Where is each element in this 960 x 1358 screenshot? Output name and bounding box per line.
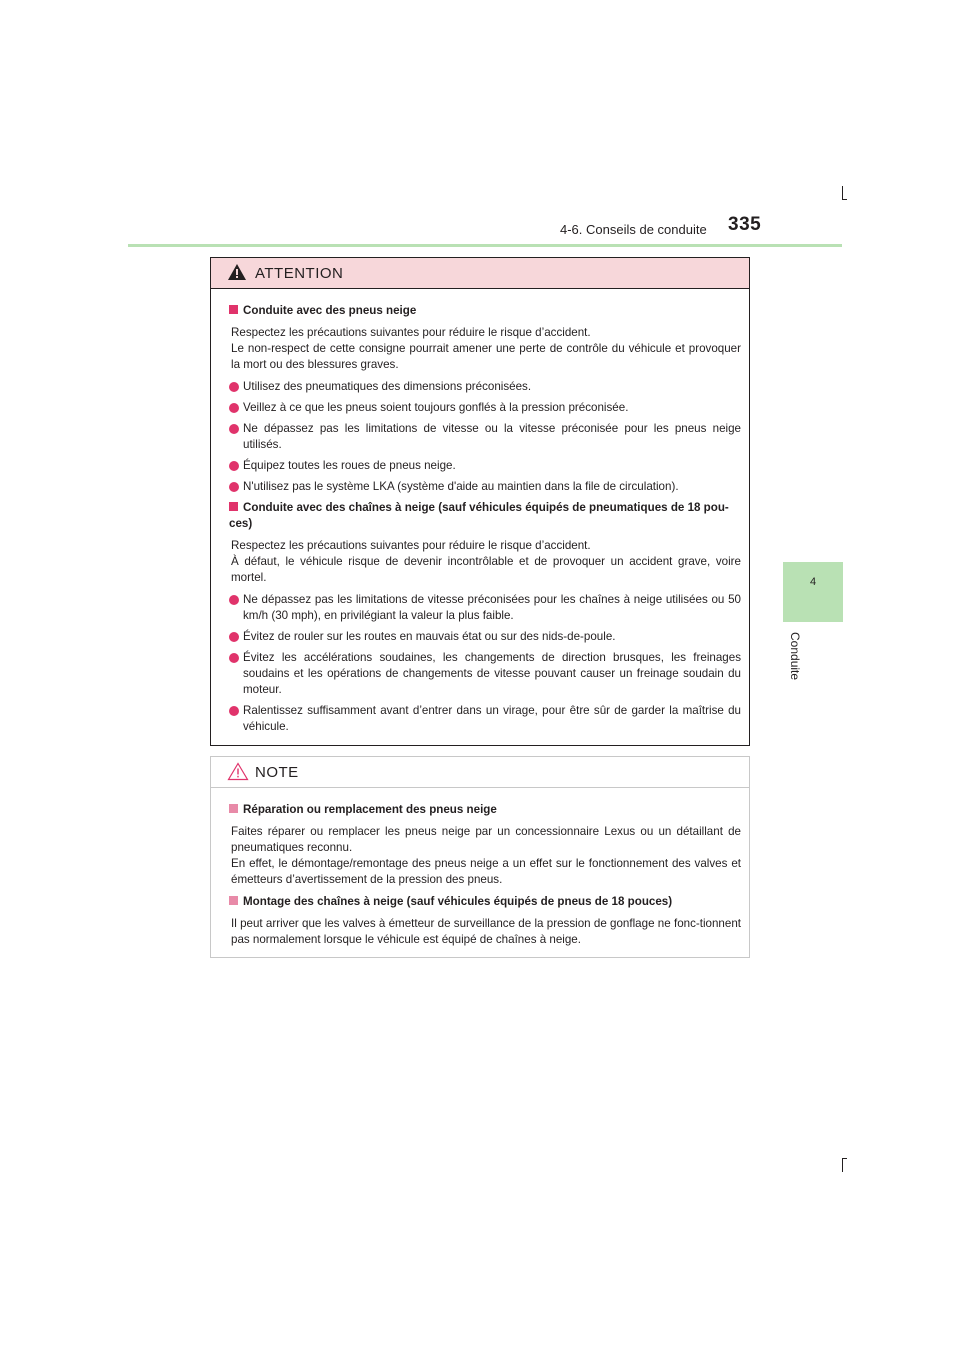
attention-paragraph: Respectez les précautions suivantes pour réduire le risque d’accident. xyxy=(231,326,591,339)
caution-outline-icon xyxy=(227,762,249,781)
list-item: Veillez à ce que les pneus soient toujours gonflés à la pression préconisée. xyxy=(229,400,741,416)
crop-mark-bottom-foot xyxy=(842,1158,847,1159)
list-item: N'utilisez pas le système LKA (système d'aide au maintien dans la file de circulation). xyxy=(229,479,741,495)
attention-box xyxy=(210,257,750,746)
chapter-label: Conduite xyxy=(788,632,802,681)
list-item: Ne dépassez pas les limitations de vitesse préconisées pour les chaînes à neige utilisées ou 50 km/h (30 mph), en privilégiant la valeur la plus faible. xyxy=(229,592,741,624)
square-bullet-icon xyxy=(229,305,238,314)
crop-mark-bottom xyxy=(842,1158,843,1172)
chapter-tab xyxy=(783,562,843,622)
bullet-dot-icon xyxy=(229,653,239,663)
list-item: Ralentissez suffisamment avant d’entrer dans un virage, pour être sûr de garder la maîtrise du véhicule. xyxy=(229,703,741,735)
list-item: Équipez toutes les roues de pneus neige. xyxy=(229,458,741,474)
bullet-dot-icon xyxy=(229,461,239,471)
square-bullet-icon xyxy=(229,896,238,905)
note-body xyxy=(211,788,749,948)
attention-paragraph: Respectez les précautions suivantes pour réduire le risque d’accident. xyxy=(231,539,591,552)
section-title: 4-6. Conseils de conduite xyxy=(560,222,707,237)
attention-heading-2: Conduite avec des chaînes à neige (sauf véhicules équipés de pneumatiques de 18 pou-ces) xyxy=(229,501,729,530)
bullet-dot-icon xyxy=(229,382,239,392)
crop-mark-top xyxy=(842,186,843,200)
chapter-number: 4 xyxy=(809,576,817,588)
bullet-dot-icon xyxy=(229,595,239,605)
list-item: Utilisez des pneumatiques des dimensions préconisées. xyxy=(229,379,741,395)
note-header xyxy=(211,757,749,788)
attention-heading-1: Conduite avec des pneus neige xyxy=(229,303,741,319)
crop-mark-top-foot xyxy=(842,199,847,200)
attention-title: ATTENTION xyxy=(255,265,344,282)
note-heading-2: Montage des chaînes à neige (sauf véhicules équipés de pneus de 18 pouces) xyxy=(229,894,741,910)
bullet-dot-icon xyxy=(229,482,239,492)
bullet-dot-icon xyxy=(229,424,239,434)
square-bullet-icon xyxy=(229,804,238,813)
note-paragraph: En effet, le démontage/remontage des pneus neige a un effet sur le fonctionnement des valves et émetteurs d’avertissement de la pression des pneus. xyxy=(231,857,741,886)
bullet-dot-icon xyxy=(229,632,239,642)
note-paragraph: Il peut arriver que les valves à émetteur de surveillance de la pression de gonflage ne fonc-tionnent pas normalement lorsque le véhicule est équipé de chaînes à neige. xyxy=(231,917,741,946)
warning-icon xyxy=(227,263,247,281)
note-paragraph: Faites réparer ou remplacer les pneus neige par un concessionnaire Lexus ou un détaillant de pneumatiques reconnu. xyxy=(231,825,741,854)
attention-body xyxy=(211,289,749,735)
attention-paragraph: Le non-respect de cette consigne pourrait amener une perte de contrôle du véhicule et provoquer la mort ou des blessures graves. xyxy=(231,342,741,371)
page-number: 335 xyxy=(728,214,762,235)
list-item: Évitez de rouler sur les routes en mauvais état ou sur des nids-de-poule. xyxy=(229,629,741,645)
bullet-dot-icon xyxy=(229,403,239,413)
square-bullet-icon xyxy=(229,502,238,511)
bullet-dot-icon xyxy=(229,706,239,716)
list-item: Ne dépassez pas les limitations de vitesse ou la vitesse préconisée pour les pneus neige utilisés. xyxy=(229,421,741,453)
attention-paragraph: À défaut, le véhicule risque de devenir incontrôlable et de provoquer un accident grave, voire mortel. xyxy=(231,555,741,584)
note-title: NOTE xyxy=(255,764,299,781)
attention-header xyxy=(211,258,749,289)
header-rule xyxy=(128,244,842,247)
note-box xyxy=(210,756,750,958)
list-item: Évitez les accélérations soudaines, les changements de direction brusques, les freinages soudains et les opérations de changements de vitesse pouvant causer un freinage soudain du moteur. xyxy=(229,650,741,698)
note-heading-1: Réparation ou remplacement des pneus neige xyxy=(229,802,741,818)
